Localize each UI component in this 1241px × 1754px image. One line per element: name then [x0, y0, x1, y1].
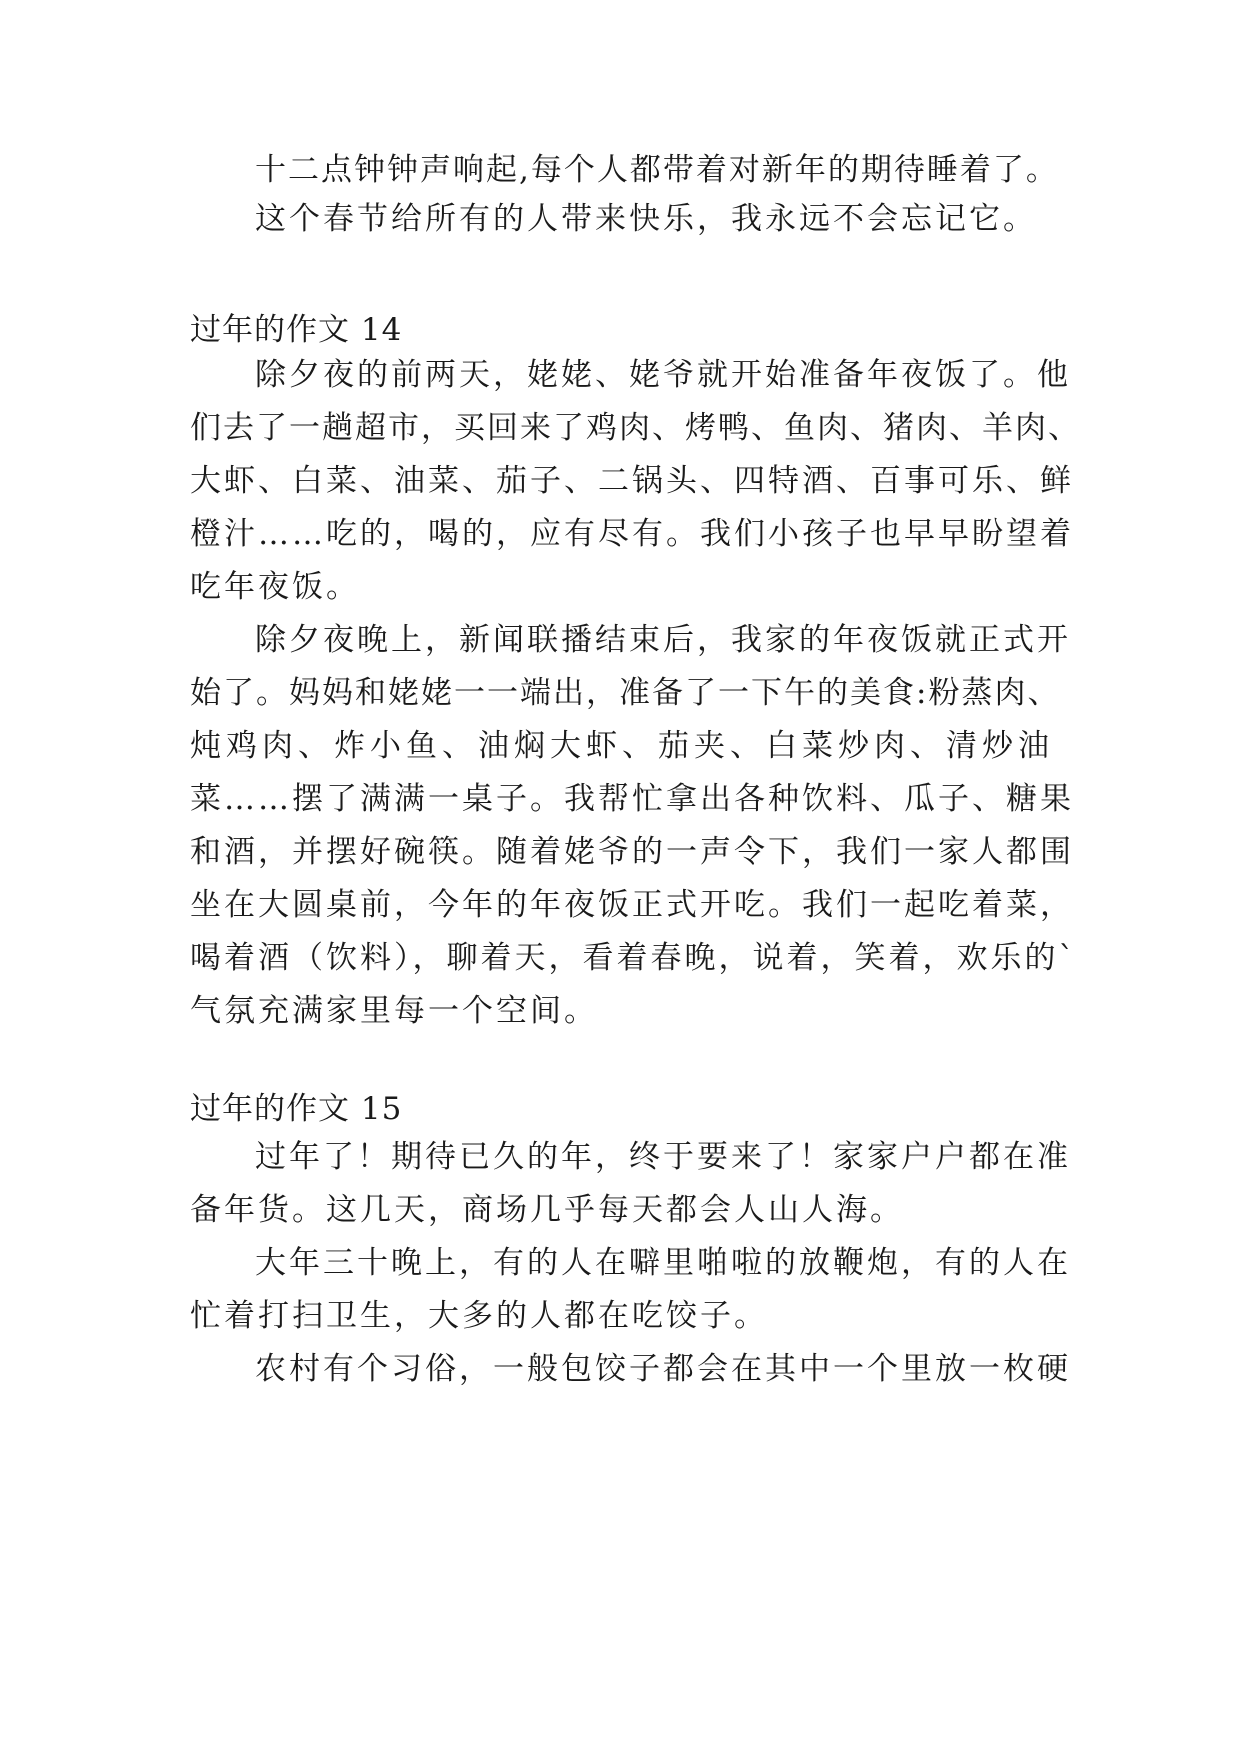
paragraph-line: 大年三十晚上，有的人在噼里啪啦的放鞭炮，有的人在: [255, 1245, 1071, 1281]
paragraph-line: 吃年夜饭。: [190, 569, 360, 605]
paragraph-line: 大虾、白菜、油菜、茄子、二锅头、四特酒、百事可乐、鲜: [190, 463, 1074, 499]
paragraph-line: 除夕夜的前两天，姥姥、姥爷就开始准备年夜饭了。他: [255, 357, 1071, 393]
paragraph-line: 农村有个习俗，一般包饺子都会在其中一个里放一枚硬: [255, 1351, 1071, 1387]
paragraph-line: 和酒，并摆好碗筷。随着姥爷的一声令下，我们一家人都围: [190, 834, 1074, 870]
section-heading-14: 过年的作文 14: [190, 312, 403, 348]
paragraph-line: 备年货。这几天，商场几乎每天都会人山人海。: [190, 1192, 904, 1228]
paragraph-line: 气氛充满家里每一个空间。: [190, 993, 598, 1029]
paragraph-line: 炖鸡肉、炸小鱼、油焖大虾、茄夹、白菜炒肉、清炒油: [190, 728, 1054, 764]
paragraph-line: 们去了一趟超市，买回来了鸡肉、烤鸭、鱼肉、猪肉、羊肉、: [190, 410, 1081, 446]
paragraph-line: 十二点钟钟声响起,每个人都带着对新年的期待睡着了。: [255, 152, 1059, 188]
paragraph-line: 始了。妈妈和姥姥一一端出，准备了一下午的美食:粉蒸肉、: [190, 675, 1061, 711]
paragraph-line: 菜……摆了满满一桌子。我帮忙拿出各种饮料、瓜子、糖果: [190, 781, 1074, 817]
paragraph-line: 过年了！期待已久的年，终于要来了！家家户户都在准: [255, 1139, 1071, 1175]
paragraph-line: 这个春节给所有的人带来快乐，我永远不会忘记它。: [255, 201, 1037, 237]
paragraph-line: 坐在大圆桌前，今年的年夜饭正式开吃。我们一起吃着菜，: [190, 887, 1074, 923]
paragraph-line: 喝着酒（饮料），聊着天，看着春晚，说着，笑着，欢乐的`: [190, 940, 1077, 976]
paragraph-line: 忙着打扫卫生，大多的人都在吃饺子。: [190, 1298, 768, 1334]
paragraph-line: 除夕夜晚上，新闻联播结束后，我家的年夜饭就正式开: [255, 622, 1071, 658]
section-heading-15: 过年的作文 15: [190, 1091, 403, 1127]
paragraph-line: 橙汁……吃的，喝的，应有尽有。我们小孩子也早早盼望着: [190, 516, 1074, 552]
